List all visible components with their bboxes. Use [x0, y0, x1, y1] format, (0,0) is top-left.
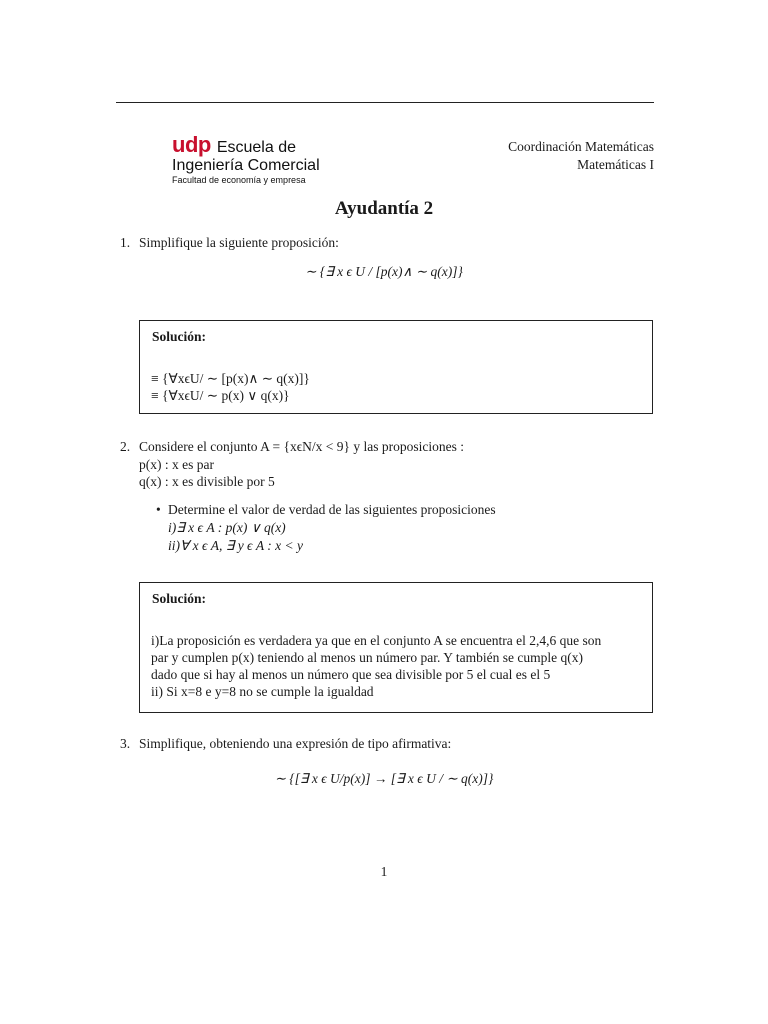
item-i: i)∃ x ϵ A : p(x) ∨ q(x) — [168, 520, 286, 535]
question-2-number: 2. — [120, 439, 131, 454]
header-rule — [116, 102, 654, 103]
proposition-q: q(x) : x es divisible por 5 — [139, 474, 275, 489]
coordination-block — [508, 138, 654, 174]
logo-brand: udp — [172, 132, 211, 157]
solution-box-1 — [139, 320, 653, 414]
solution-1-line2: ≡ {∀xϵU/ ∼ p(x) ∨ q(x)} — [151, 388, 290, 403]
solution-2-line2: par y cumplen p(x) teniendo al menos un número par. Y también se cumple q(x) — [151, 650, 583, 665]
question-1 — [120, 234, 339, 251]
solution-1-line1: ≡ {∀xϵU/ ∼ [p(x)∧ ∼ q(x)]} — [151, 371, 310, 386]
page-title: Ayudantía 2 — [334, 198, 434, 219]
question-1-text: Simplifique la siguiente proposición: — [139, 235, 339, 250]
page-number: 1 — [380, 864, 388, 879]
question-3-text: Simplifique, obteniendo una expresión de tipo afirmativa: — [139, 736, 452, 751]
udp-logo — [172, 134, 322, 186]
coordination-line2: Matemáticas I — [577, 157, 654, 172]
question-3-number: 3. — [120, 736, 131, 751]
question-2-text: Considere el conjunto A = {xϵN/x < 9} y las proposiciones : — [139, 439, 464, 454]
bullet-icon: • — [156, 502, 161, 517]
solution-1-heading: Solución: — [152, 329, 207, 344]
logo-line1: Escuela de — [216, 139, 296, 156]
question-2 — [120, 438, 464, 455]
bullet-text: Determine el valor de verdad de las siguientes proposiciones — [168, 502, 496, 517]
proposition-p: p(x) : x es par — [139, 457, 214, 472]
question-1-formula: ∼ {∃ x ϵ U / [p(x)∧ ∼ q(x)]} — [305, 264, 463, 279]
question-3 — [120, 735, 451, 752]
coordination-line1: Coordinación Matemáticas — [508, 139, 654, 154]
solution-2-line1: i)La proposición es verdadera ya que en el conjunto A se encuentra el 2,4,6 que son — [151, 633, 602, 648]
solution-2-heading: Solución: — [152, 591, 207, 606]
logo-line3: Facultad de economía y empresa — [172, 175, 306, 185]
logo-line2: Ingeniería Comercial — [172, 157, 320, 174]
question-3-formula: ∼ {[∃ x ϵ U/p(x)] → [∃ x ϵ U / ∼ q(x)]} — [274, 771, 494, 786]
solution-2-line4: ii) Si x=8 e y=8 no se cumple la igualdad — [151, 684, 374, 699]
solution-2-line3: dado que si hay al menos un número que sea divisible por 5 el cual es el 5 — [151, 667, 551, 682]
bullet-item — [156, 501, 496, 519]
solution-box-2 — [139, 582, 653, 713]
item-ii: ii)∀ x ϵ A, ∃ y ϵ A : x < y — [168, 538, 303, 553]
question-1-number: 1. — [120, 235, 131, 250]
